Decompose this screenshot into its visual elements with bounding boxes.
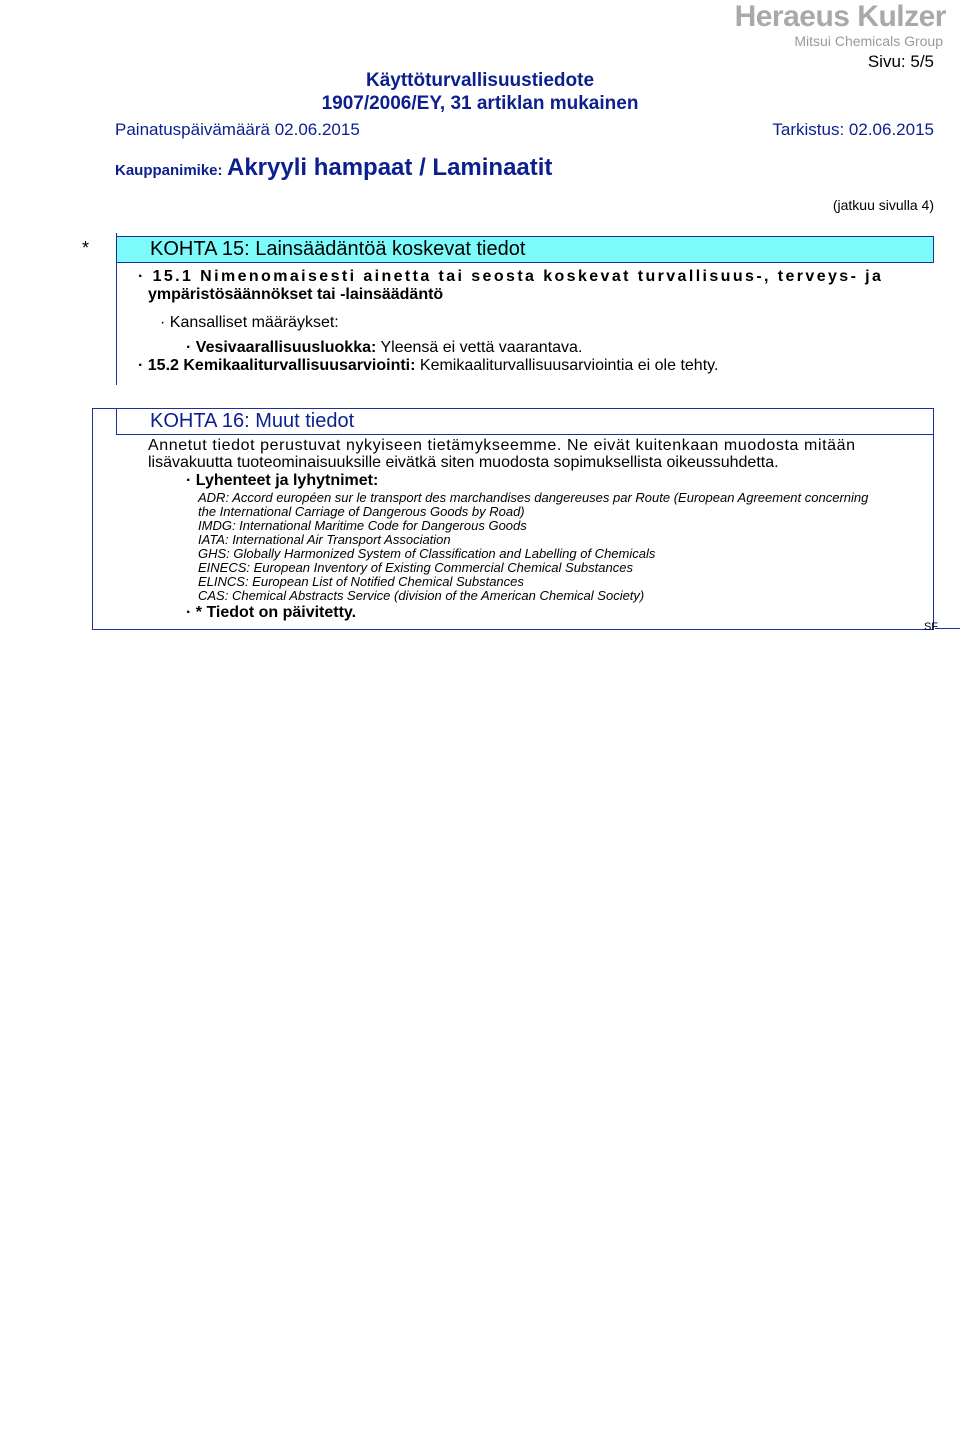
abbrev-adr-cont: the International Carriage of Dangerous Goods by Road) <box>198 504 525 519</box>
section-15-2-value: Kemikaaliturvallisuusarviointia ei ole tehty. <box>419 357 719 374</box>
footer-rule <box>935 628 960 629</box>
trade-name-label: Kauppanimike: <box>115 162 223 179</box>
trade-name <box>115 154 552 182</box>
water-hazard-label: · Vesivaarallisuusluokka: <box>186 339 377 356</box>
trade-name-value: Akryyli hampaat / Laminaatit <box>226 154 553 181</box>
intro-line2: lisävakuutta tuoteominaisuuksille eivätkä siten muodosta sopimuksellista oikeussuhdetta. <box>148 454 779 471</box>
continued-note: (jatkuu sivulla 4) <box>832 197 934 213</box>
page-number: Sivu: 5/5 <box>867 52 934 71</box>
water-hazard <box>186 339 582 357</box>
abbrev-ghs: GHS: Globally Harmonized System of Classification and Labelling of Chemicals <box>198 546 656 561</box>
abbrev-adr: ADR: Accord européen sur le transport des marchandises dangereuses par Route (European Agreement concerning <box>198 490 869 505</box>
intro-line1: Annetut tiedot perustuvat nykyiseen tietämykseemme. Ne eivät kuitenkaan muodosta mitään <box>148 437 856 454</box>
abbrev-elincs: ELINCS: European List of Notified Chemical Substances <box>198 574 524 589</box>
section-15-1-line1: · 15.1 Nimenomaisesti ainetta tai seosta koskevat turvallisuus-, terveys- ja <box>138 268 884 285</box>
abbreviations-label: · Lyhenteet ja lyhytnimet: <box>186 472 379 489</box>
abbrev-iata: IATA: International Air Transport Association <box>198 532 451 547</box>
company-logo: Heraeus Kulzer <box>734 0 946 33</box>
national-regulations: · Kansalliset määräykset: <box>160 314 339 331</box>
section-15-1-line2: ympäristösäännökset tai -lainsäädäntö <box>148 286 444 303</box>
document-title: Käyttöturvallisuustiedote <box>365 70 595 91</box>
abbrev-imdg: IMDG: International Maritime Code for Dangerous Goods <box>198 518 527 533</box>
abbrev-einecs: EINECS: European Inventory of Existing Commercial Chemical Substances <box>198 560 633 575</box>
updated-note: · * Tiedot on päivitetty. <box>186 604 357 621</box>
section-16-header: KOHTA 16: Muut tiedot <box>116 408 934 435</box>
abbrev-cas: CAS: Chemical Abstracts Service (division of the American Chemical Society) <box>198 588 645 603</box>
change-marker: * <box>82 238 90 258</box>
company-group: Mitsui Chemicals Group <box>794 33 943 49</box>
section-15-2-label: · 15.2 Kemikaaliturvallisuusarviointi: <box>138 357 416 374</box>
revision-date: Tarkistus: 02.06.2015 <box>772 120 934 139</box>
water-hazard-value: Yleensä ei vettä vaarantava. <box>380 339 583 356</box>
document-regulation: 1907/2006/EY, 31 artiklan mukainen <box>321 93 639 114</box>
section-15-2 <box>138 357 718 375</box>
section-15-header: KOHTA 15: Lainsäädäntöä koskevat tiedot <box>116 236 934 263</box>
language-code: SF <box>923 621 938 633</box>
print-date: Painatuspäivämäärä 02.06.2015 <box>115 120 360 139</box>
